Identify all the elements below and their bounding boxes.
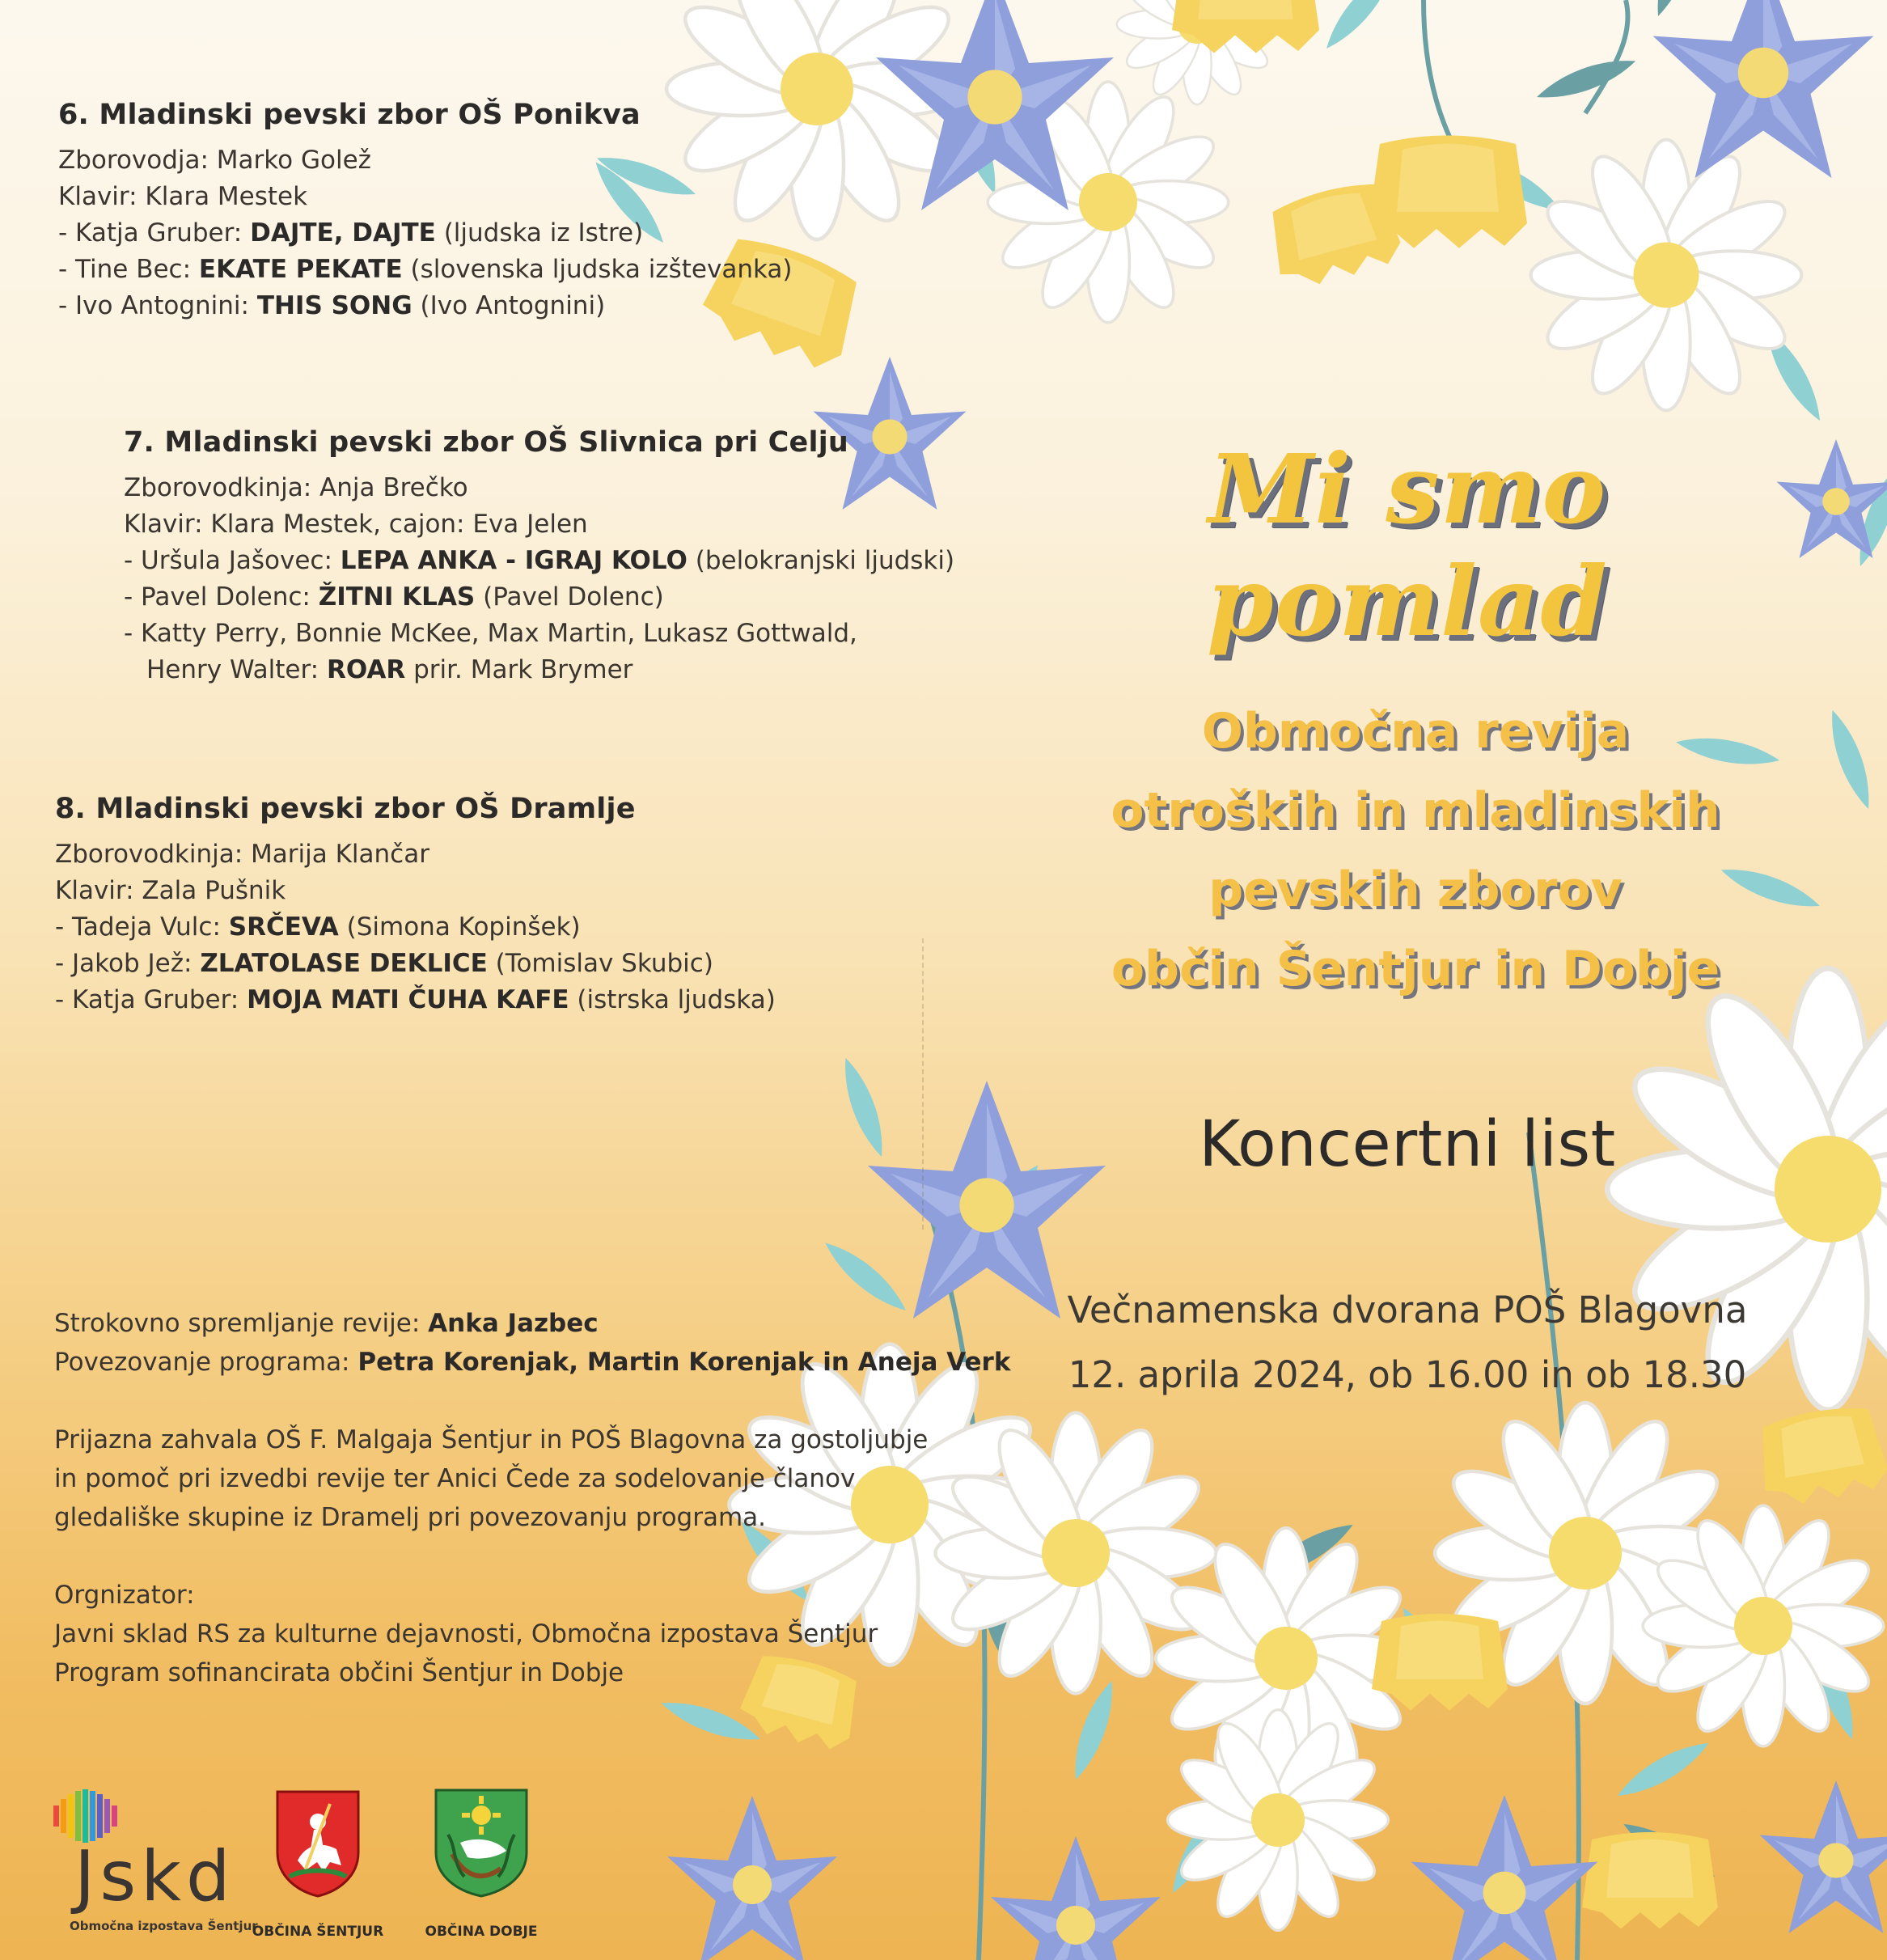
choir-section-7 xyxy=(124,426,954,688)
organizer-line: Javni sklad RS za kulturne dejavnosti, Območna izpostava Šentjur xyxy=(54,1619,878,1649)
program-line: - Uršula Jašovec: LEPA ANKA - IGRAJ KOLO (belokranjski ljudski) xyxy=(124,546,955,575)
program-line: Zborovodkinja: Marija Klančar xyxy=(55,840,429,869)
organizer-label: Orgnizator: xyxy=(54,1581,195,1610)
program-line: Klavir: Zala Pušnik xyxy=(55,876,286,905)
fold-line xyxy=(922,938,924,1230)
program-line: - Tadeja Vulc: SRČEVA (Simona Kopinšek) xyxy=(55,912,581,942)
program-line: Zborovodja: Marko Golež xyxy=(58,146,371,175)
subtitle-line: otroških in mladinskih xyxy=(1111,782,1720,839)
jskd-logo-text: Jskd xyxy=(74,1836,235,1917)
choir-title: 6. Mladinski pevski zbor OŠ Ponikva xyxy=(58,99,641,131)
program-line: Zborovodkinja: Anja Brečko xyxy=(124,473,468,502)
program-line: - Katty Perry, Bonnie McKee, Max Martin, Lukasz Gottwald, xyxy=(124,619,857,648)
choir-title: 7. Mladinski pevski zbor OŠ Slivnica pri Celju xyxy=(124,426,849,459)
program-line: - Tine Bec: EKATE PEKATE (slovenska ljudska izštevanka) xyxy=(58,255,793,284)
program-line: Klavir: Klara Mestek, cajon: Eva Jelen xyxy=(124,510,588,539)
subtitle-line: občin Šentjur in Dobje xyxy=(1111,941,1720,997)
program-line: - Katja Gruber: MOJA MATI ČUHA KAFE (istrska ljudska) xyxy=(55,985,776,1014)
venue-name: Večnamenska dvorana POŠ Blagovna xyxy=(1067,1289,1748,1331)
subtitle-line: pevskih zborov xyxy=(1208,861,1623,918)
choir-title: 8. Mladinski pevski zbor OŠ Dramlje xyxy=(55,793,636,825)
program-line: Henry Walter: ROAR prir. Mark Brymer xyxy=(146,655,633,684)
funding-line: Program sofinancirata občini Šentjur in Dobje xyxy=(54,1658,624,1687)
credits-block xyxy=(54,1304,1010,1692)
supervision-line: Strokovno spremljanje revije: Anka Jazbec xyxy=(54,1309,599,1338)
event-date: 12. aprila 2024, ob 16.00 in ob 18.30 xyxy=(1068,1353,1747,1396)
thanks-line: in pomoč pri izvedbi revije ter Anici Čede za sodelovanje članov xyxy=(54,1464,856,1493)
program-line: - Ivo Antognini: THIS SONG (Ivo Antognini) xyxy=(58,291,606,320)
cover-subtitle xyxy=(1043,692,1788,1009)
choir-section-6 xyxy=(58,99,793,324)
hosting-line: Povezovanje programa: Petra Korenjak, Martin Korenjak in Aneja Verk xyxy=(54,1348,1011,1377)
program-line: - Pavel Dolenc: ŽITNI KLAS (Pavel Dolenc) xyxy=(124,582,664,612)
document-type: Koncertni list xyxy=(1199,1108,1616,1181)
venue-block xyxy=(1043,1278,1771,1408)
choir-section-8 xyxy=(55,793,776,1018)
sentjur-crest xyxy=(273,1788,362,1898)
program-line: - Jakob Jež: ZLATOLASE DEKLICE (Tomislav Skubic) xyxy=(55,949,713,978)
thanks-line: Prijazna zahvala OŠ F. Malgaja Šentjur in POŠ Blagovna za gostoljubje xyxy=(54,1425,929,1454)
program-line: - Katja Gruber: DAJTE, DAJTE (ljudska iz Istre) xyxy=(58,218,644,248)
thanks-line: gledališke skupine iz Dramelj pri povezovanju programa. xyxy=(54,1503,767,1532)
jskd-logo-subtitle: Območna izpostava Šentjur xyxy=(70,1919,258,1933)
subtitle-line: Območna revija xyxy=(1201,703,1630,760)
dobje-label: OBČINA DOBJE xyxy=(425,1924,538,1940)
dobje-crest xyxy=(432,1786,531,1898)
program-line: Klavir: Klara Mestek xyxy=(58,182,308,211)
cover-title: Mi smo pomlad xyxy=(1207,433,1608,658)
sentjur-label: OBČINA ŠENTJUR xyxy=(252,1924,384,1940)
